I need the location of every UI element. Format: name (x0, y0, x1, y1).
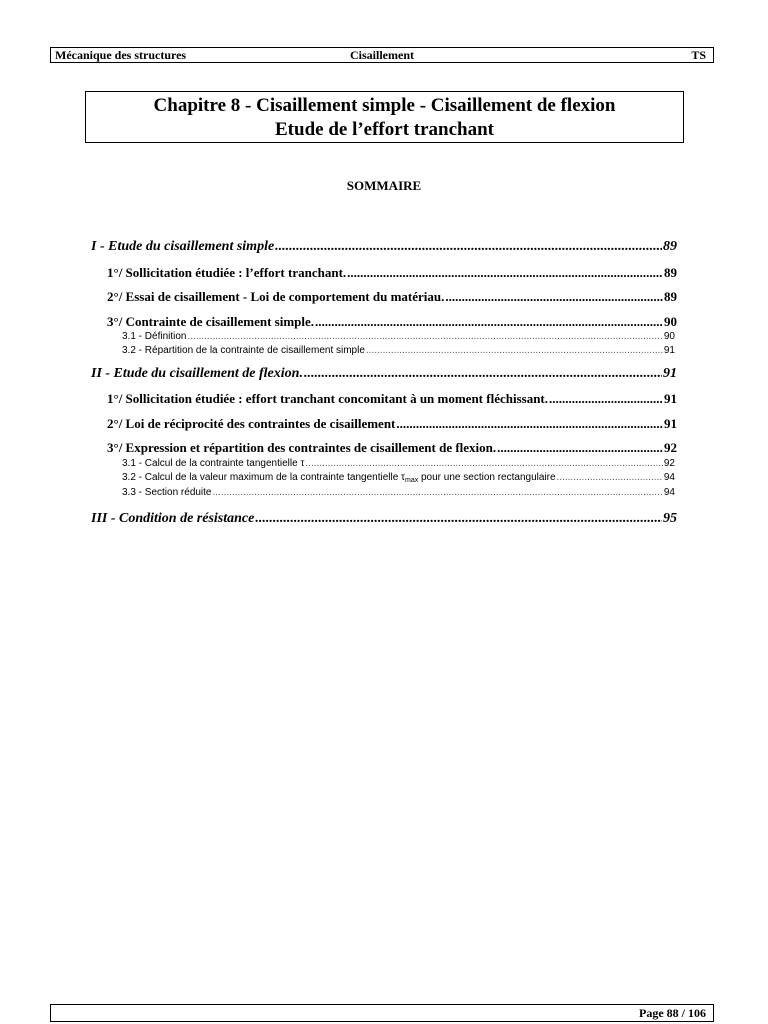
toc-entry-1-3[interactable] (107, 314, 677, 330)
toc-entry-title: 3.2 - Calcul de la valeur maximum de la contrainte tangentielle $\tau_{max}$ pour une section rectangulaire (122, 472, 556, 484)
chapter-title-line-2: Etude de l’effort tranchant (275, 119, 494, 140)
toc-entry-title: 3°/ Contrainte de cisaillement simple. (107, 314, 315, 329)
toc-entry-page: 89 (664, 289, 677, 304)
toc-entry-title: III - Condition de résistance (91, 511, 255, 526)
toc-entry-page: 90 (664, 314, 677, 329)
toc-entry-title: 3.1 - Définition (122, 331, 187, 342)
toc-entry-2-2[interactable] (107, 416, 677, 432)
header-topic: Cisaillement (350, 48, 414, 62)
toc-entry-page: 91 (663, 345, 675, 356)
page-number: Page 88 / 106 (639, 1006, 706, 1020)
toc-entry-title: 3.2 - Répartition de la contrainte de cisaillement simple (122, 345, 365, 356)
page-header (50, 47, 714, 63)
toc-entry-page: 92 (664, 440, 677, 455)
toc-entry-2-3[interactable] (107, 440, 677, 456)
toc-entry-page: 89 (664, 265, 677, 280)
toc-entry-page: 90 (663, 331, 675, 342)
chapter-title-line-1: Chapitre 8 - Cisaillement simple - Cisaillement de flexion (153, 95, 616, 116)
toc-entry-title: 3°/ Expression et répartition des contraintes de cisaillement de flexion. (107, 440, 497, 455)
toc-entry-title: 1°/ Sollicitation étudiée : effort tranchant concomitant à un moment fléchissant. (107, 391, 549, 406)
header-level: TS (691, 48, 706, 62)
toc-entry-title: 3.3 - Section réduite (122, 487, 212, 498)
toc-entry-title: 1°/ Sollicitation étudiée : l’effort tranchant. (107, 265, 347, 280)
chapter-title-box (85, 91, 684, 143)
toc-entry-page: 91 (664, 416, 677, 431)
toc-entry-title: 2°/ Loi de réciprocité des contraintes de cisaillement (107, 416, 396, 431)
toc-entry-2-1[interactable] (107, 391, 677, 407)
toc-entry-1-3-2[interactable] (122, 345, 675, 356)
toc-entry-page: 95 (663, 511, 677, 526)
toc-entry-page: 89 (663, 239, 677, 254)
toc-entry-2-3-2[interactable] (122, 472, 675, 484)
toc-entry-1-3-1[interactable] (122, 331, 675, 342)
toc-entry-1-2[interactable] (107, 289, 677, 305)
toc-entry-1-1[interactable] (107, 265, 677, 281)
toc-entry-title: I - Etude du cisaillement simple (91, 239, 275, 254)
toc-entry-2-3-3[interactable] (122, 487, 675, 498)
toc-entry-title: II - Etude du cisaillement de flexion. (91, 366, 303, 381)
tau-max-subscript: max (404, 477, 419, 484)
toc-entry-title: 2°/ Essai de cisaillement - Loi de comportement du matériau. (107, 289, 445, 304)
toc-entry-page: 94 (663, 487, 675, 498)
toc-entry-title: 3.1 - Calcul de la contrainte tangentielle τ (122, 458, 305, 469)
toc-entry-2-3-1[interactable] (122, 458, 675, 469)
toc-entry-page: 91 (664, 391, 677, 406)
toc-entry-page: 92 (663, 458, 675, 469)
page-footer (50, 1004, 714, 1022)
summary-heading: SOMMAIRE (346, 178, 422, 193)
toc-entry-part-2[interactable] (91, 366, 677, 382)
header-course-name: Mécanique des structures (55, 48, 187, 62)
toc-entry-part-1[interactable] (91, 239, 677, 255)
toc-entry-page: 91 (663, 366, 677, 381)
toc-entry-page: 94 (663, 472, 675, 483)
toc-entry-part-3[interactable] (91, 511, 677, 527)
